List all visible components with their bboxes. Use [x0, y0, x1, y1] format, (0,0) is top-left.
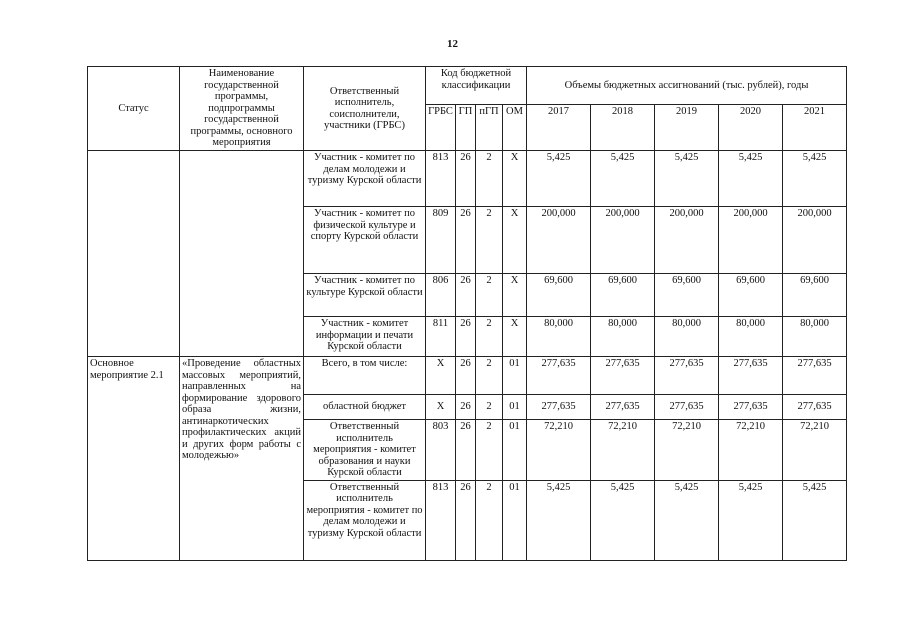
name-cell-empty — [180, 151, 304, 357]
value-cell: 80,000 — [655, 317, 719, 357]
status-cell-empty — [88, 151, 180, 357]
value-cell: 80,000 — [527, 317, 591, 357]
value-cell: 277,635 — [655, 357, 719, 395]
main-activity-name: «Проведение областных массовых мероприятий, направленных на формирование здорового образа жизни, антинаркотических профилактических акций и других форм работы с молодежью» — [180, 357, 304, 561]
value-cell: 72,210 — [719, 420, 783, 481]
pgp-cell: 2 — [476, 420, 503, 481]
main-activity-status: Основное мероприятие 2.1 — [88, 357, 180, 561]
value-cell: 5,425 — [591, 480, 655, 560]
grbs-cell: 809 — [426, 207, 456, 274]
value-cell: 5,425 — [591, 151, 655, 207]
value-cell: 200,000 — [655, 207, 719, 274]
value-cell: 277,635 — [719, 357, 783, 395]
responsible-cell: Участник - комитет информации и печати Курской области — [304, 317, 426, 357]
header-year-2019: 2019 — [655, 105, 719, 151]
value-cell: 72,210 — [527, 420, 591, 481]
value-cell: 69,600 — [783, 274, 847, 317]
header-gp: ГП — [456, 105, 476, 151]
header-status: Статус — [88, 67, 180, 151]
gp-cell: 26 — [456, 207, 476, 274]
om-cell: X — [503, 151, 527, 207]
gp-cell: 26 — [456, 395, 476, 420]
value-cell: 69,600 — [591, 274, 655, 317]
grbs-cell: X — [426, 395, 456, 420]
value-cell: 5,425 — [655, 480, 719, 560]
header-row-1 — [88, 67, 847, 105]
header-year-2021: 2021 — [783, 105, 847, 151]
pgp-cell: 2 — [476, 395, 503, 420]
gp-cell: 26 — [456, 317, 476, 357]
value-cell: 69,600 — [527, 274, 591, 317]
om-cell: X — [503, 317, 527, 357]
responsible-cell: Ответственный исполнитель мероприятия - комитет образования и науки Курской области — [304, 420, 426, 481]
value-cell: 277,635 — [783, 395, 847, 420]
value-cell: 5,425 — [527, 151, 591, 207]
value-cell: 200,000 — [591, 207, 655, 274]
responsible-cell: Участник - комитет по культуре Курской области — [304, 274, 426, 317]
grbs-cell: 803 — [426, 420, 456, 481]
value-cell: 277,635 — [527, 395, 591, 420]
responsible-cell: Ответственный исполнитель мероприятия - комитет по делам молодежи и туризму Курской области — [304, 480, 426, 560]
value-cell: 80,000 — [591, 317, 655, 357]
value-cell: 200,000 — [719, 207, 783, 274]
value-cell: 277,635 — [591, 395, 655, 420]
om-cell: 01 — [503, 420, 527, 481]
grbs-cell: 811 — [426, 317, 456, 357]
value-cell: 72,210 — [591, 420, 655, 481]
gp-cell: 26 — [456, 357, 476, 395]
value-cell: 277,635 — [783, 357, 847, 395]
value-cell: 200,000 — [783, 207, 847, 274]
header-om: ОМ — [503, 105, 527, 151]
value-cell: 5,425 — [719, 151, 783, 207]
header-year-2020: 2020 — [719, 105, 783, 151]
value-cell: 80,000 — [719, 317, 783, 357]
grbs-cell: X — [426, 357, 456, 395]
pgp-cell: 2 — [476, 317, 503, 357]
om-cell: 01 — [503, 357, 527, 395]
header-responsible: Ответственный исполнитель, соисполнители, участники (ГРБС) — [304, 67, 426, 151]
table-row — [88, 357, 847, 395]
om-cell: X — [503, 274, 527, 317]
value-cell: 5,425 — [655, 151, 719, 207]
header-year-2018: 2018 — [591, 105, 655, 151]
value-cell: 5,425 — [783, 480, 847, 560]
header-name: Наименование государственной программы, подпрограммы государственной программы, основного мероприятия — [180, 67, 304, 151]
gp-cell: 26 — [456, 151, 476, 207]
value-cell: 277,635 — [655, 395, 719, 420]
table-row — [88, 151, 847, 207]
value-cell: 5,425 — [783, 151, 847, 207]
header-code-group: Код бюджетной классификации — [426, 67, 527, 105]
grbs-cell: 813 — [426, 480, 456, 560]
responsible-cell: Всего, в том числе: — [304, 357, 426, 395]
value-cell: 72,210 — [783, 420, 847, 481]
responsible-cell: Участник - комитет по физической культуре и спорту Курской области — [304, 207, 426, 274]
responsible-cell: Участник - комитет по делам молодежи и туризму Курской области — [304, 151, 426, 207]
value-cell: 200,000 — [527, 207, 591, 274]
header-year-2017: 2017 — [527, 105, 591, 151]
budget-table — [87, 66, 847, 561]
value-cell: 5,425 — [719, 480, 783, 560]
om-cell: X — [503, 207, 527, 274]
gp-cell: 26 — [456, 420, 476, 481]
om-cell: 01 — [503, 395, 527, 420]
pgp-cell: 2 — [476, 274, 503, 317]
responsible-cell: областной бюджет — [304, 395, 426, 420]
value-cell: 80,000 — [783, 317, 847, 357]
value-cell: 69,600 — [719, 274, 783, 317]
header-grbs: ГРБС — [426, 105, 456, 151]
om-cell: 01 — [503, 480, 527, 560]
gp-cell: 26 — [456, 480, 476, 560]
value-cell: 277,635 — [527, 357, 591, 395]
pgp-cell: 2 — [476, 151, 503, 207]
pgp-cell: 2 — [476, 480, 503, 560]
value-cell: 69,600 — [655, 274, 719, 317]
gp-cell: 26 — [456, 274, 476, 317]
header-volume-group: Объемы бюджетных ассигнований (тыс. рублей), годы — [527, 67, 847, 105]
header-pgp: пГП — [476, 105, 503, 151]
value-cell: 277,635 — [719, 395, 783, 420]
value-cell: 72,210 — [655, 420, 719, 481]
grbs-cell: 806 — [426, 274, 456, 317]
value-cell: 5,425 — [527, 480, 591, 560]
pgp-cell: 2 — [476, 357, 503, 395]
pgp-cell: 2 — [476, 207, 503, 274]
value-cell: 277,635 — [591, 357, 655, 395]
page-number: 12 — [447, 38, 458, 50]
grbs-cell: 813 — [426, 151, 456, 207]
